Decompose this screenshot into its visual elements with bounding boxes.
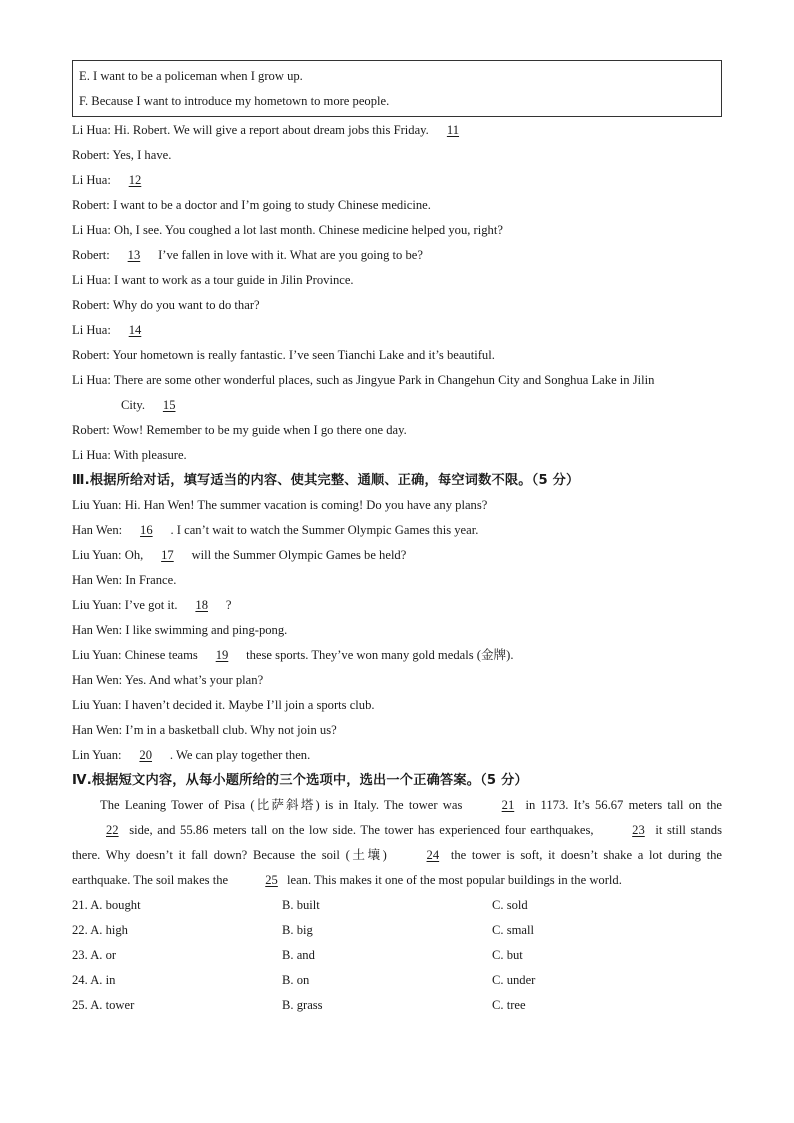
dialog-line (72, 268, 722, 293)
line-text: I haven’t decided it. Maybe I’ll join a sports club. (124, 698, 375, 712)
dialog-line (72, 518, 722, 543)
line-text: Chinese teams (124, 648, 198, 662)
option-23-c[interactable]: C. but (492, 948, 523, 962)
speaker: Han Wen: (72, 523, 123, 537)
line-text: Why do you want to do thar? (112, 298, 260, 312)
passage-text: in 1173. It’s 56.67 meters tall on the (525, 798, 722, 812)
line-text: . We can play together then. (169, 748, 311, 762)
speaker: Han Wen: (72, 573, 123, 587)
option-23-b[interactable]: B. and (282, 948, 315, 962)
answer-blank-23[interactable]: 23 (632, 823, 645, 837)
dialog-line (72, 443, 722, 468)
speaker: Li Hua: (72, 448, 111, 462)
dialog-line (72, 743, 722, 768)
speaker: Li Hua: (72, 373, 111, 387)
option-25-c[interactable]: C. tree (492, 998, 526, 1012)
option-24-a[interactable]: 24. A. in (72, 973, 116, 987)
option-21-c[interactable]: C. sold (492, 898, 528, 912)
dialog-section-2 (72, 118, 722, 368)
option-23-a[interactable]: 23. A. or (72, 948, 117, 962)
answer-blank-24[interactable]: 24 (426, 848, 440, 862)
answer-blank-13[interactable]: 13 (127, 248, 141, 262)
speaker: Robert: (72, 298, 110, 312)
line-text: I want to be a doctor and I’m going to study Chinese medicine. (112, 198, 431, 212)
dialog-line (72, 668, 722, 693)
option-21-a[interactable]: 21. A. bought (72, 898, 141, 912)
dialog-line (72, 293, 722, 318)
speaker: Robert: (72, 198, 110, 212)
line-text: I’m in a basketball club. Why not join us? (125, 723, 337, 737)
speaker: Han Wen: (72, 623, 123, 637)
speaker: Han Wen: (72, 673, 123, 687)
dialog-line (72, 243, 722, 268)
section-4-heading: Ⅳ.根据短文内容，从每小题所给的三个选项中，选出一个正确答案。（5 分） (72, 773, 528, 788)
dialog-line (72, 543, 722, 568)
box-option-e: E. I want to be a policeman when I grow up. (79, 69, 303, 83)
answer-blank-17[interactable]: 17 (161, 548, 174, 562)
line-text: . I can’t wait to watch the Summer Olympic Games this year. (170, 523, 479, 537)
speaker: Liu Yuan: (72, 548, 122, 562)
speaker: Li Hua: (72, 173, 111, 187)
line-text: Yes, I have. (112, 148, 172, 162)
speaker: Robert: (72, 148, 110, 162)
answer-blank-16[interactable]: 16 (140, 523, 153, 537)
speaker: Li Hua: (72, 273, 111, 287)
line-text: In France. (125, 573, 177, 587)
passage-text: The Leaning Tower of Pisa (比萨斜塔) is in Italy. The tower was (100, 798, 463, 812)
answer-options (72, 893, 722, 1018)
dialog-line (72, 618, 722, 643)
dialog-section-2-end (72, 418, 722, 468)
dialog-line (72, 143, 722, 168)
speaker: Liu Yuan: (72, 598, 122, 612)
dialog-line (72, 568, 722, 593)
worksheet-page (72, 60, 722, 1018)
speaker: Robert: (72, 248, 110, 262)
dialog-line (72, 193, 722, 218)
dialog-section-3 (72, 493, 722, 768)
dialog-line-wrap-cont (72, 393, 722, 418)
speaker: Liu Yuan: (72, 498, 122, 512)
line-text: There are some other wonderful places, such as Jingyue Park in Changehun City and Songhua Lake in Jilin (113, 373, 655, 387)
reading-passage (72, 793, 722, 893)
dialog-line (72, 718, 722, 743)
option-21-b[interactable]: B. built (282, 898, 320, 912)
answer-blank-21[interactable]: 21 (501, 798, 515, 812)
line-text: City. (121, 398, 146, 412)
line-text: these sports. They’ve won many gold medals (金牌). (246, 648, 514, 662)
answer-blank-22[interactable]: 22 (106, 823, 119, 837)
option-24-c[interactable]: C. under (492, 973, 536, 987)
answer-blank-20[interactable]: 20 (139, 748, 153, 762)
line-text: Yes. And what’s your plan? (124, 673, 264, 687)
dialog-line (72, 493, 722, 518)
line-text: Your hometown is really fantastic. I’ve seen Tianchi Lake and it’s beautiful. (112, 348, 495, 362)
answer-blank-19[interactable]: 19 (215, 648, 229, 662)
speaker: Robert: (72, 348, 110, 362)
dialog-line (72, 318, 722, 343)
dialog-line (72, 118, 722, 143)
line-text: Hi. Han Wen! The summer vacation is coming! Do you have any plans? (124, 498, 488, 512)
passage-text: the tower is soft, it doesn’t shake a lot during the earthquake. The soil makes the (72, 848, 722, 887)
speaker: Robert: (72, 423, 110, 437)
line-text: I’ve fallen in love with it. What are you going to be? (158, 248, 423, 262)
option-25-b[interactable]: B. grass (282, 998, 323, 1012)
line-text: I like swimming and ping-pong. (125, 623, 288, 637)
speaker: Li Hua: (72, 323, 111, 337)
line-text: With pleasure. (113, 448, 187, 462)
option-22-c[interactable]: C. small (492, 923, 534, 937)
passage-text: side, and 55.86 meters tall on the low side. The tower has experienced four earthquakes, (129, 823, 594, 837)
speaker: Li Hua: (72, 223, 111, 237)
option-24-b[interactable]: B. on (282, 973, 310, 987)
line-text: Oh, (124, 548, 144, 562)
option-22-a[interactable]: 22. A. high (72, 923, 128, 937)
dialog-line (72, 168, 722, 193)
passage-text: lean. This makes it one of the most popular buildings in the world. (287, 873, 622, 887)
line-text: Wow! Remember to be my guide when I go there one day. (112, 423, 407, 437)
line-text: Oh, I see. You coughed a lot last month. Chinese medicine helped you, right? (113, 223, 503, 237)
box-option-f: F. Because I want to introduce my hometown to more people. (79, 94, 390, 108)
options-box (72, 60, 722, 117)
answer-blank-15[interactable]: 15 (162, 398, 176, 412)
speaker: Han Wen: (72, 723, 123, 737)
dialog-line (72, 343, 722, 368)
answer-blank-12[interactable]: 12 (128, 173, 142, 187)
line-text: will the Summer Olympic Games be held? (191, 548, 407, 562)
line-text: I want to work as a tour guide in Jilin Province. (113, 273, 354, 287)
dialog-line (72, 218, 722, 243)
line-text: Hi. Robert. We will give a report about dream jobs this Friday. (113, 123, 429, 137)
dialog-line (72, 418, 722, 443)
answer-blank-18[interactable]: 18 (195, 598, 208, 612)
dialog-line (72, 693, 722, 718)
line-text: ? (225, 598, 232, 612)
dialog-line-wrap (72, 368, 722, 393)
speaker: Lin Yuan: (72, 748, 122, 762)
answer-blank-11[interactable]: 11 (446, 123, 460, 137)
answer-blank-14[interactable]: 14 (128, 323, 142, 337)
speaker: Liu Yuan: (72, 698, 122, 712)
speaker: Liu Yuan: (72, 648, 122, 662)
passage-text: it still stands there. Why doesn’t it fall down? Because the soil (土壤) (72, 823, 722, 862)
dialog-line (72, 643, 722, 668)
speaker: Li Hua: (72, 123, 111, 137)
line-text: I’ve got it. (124, 598, 178, 612)
answer-blank-25[interactable]: 25 (265, 873, 278, 887)
option-22-b[interactable]: B. big (282, 923, 313, 937)
section-3-heading: Ⅲ.根据所给对话，填写适当的内容、使其完整、通顺、正确，每空词数不限。（5 分） (72, 473, 580, 488)
dialog-line (72, 593, 722, 618)
option-25-a[interactable]: 25. A. tower (72, 998, 135, 1012)
